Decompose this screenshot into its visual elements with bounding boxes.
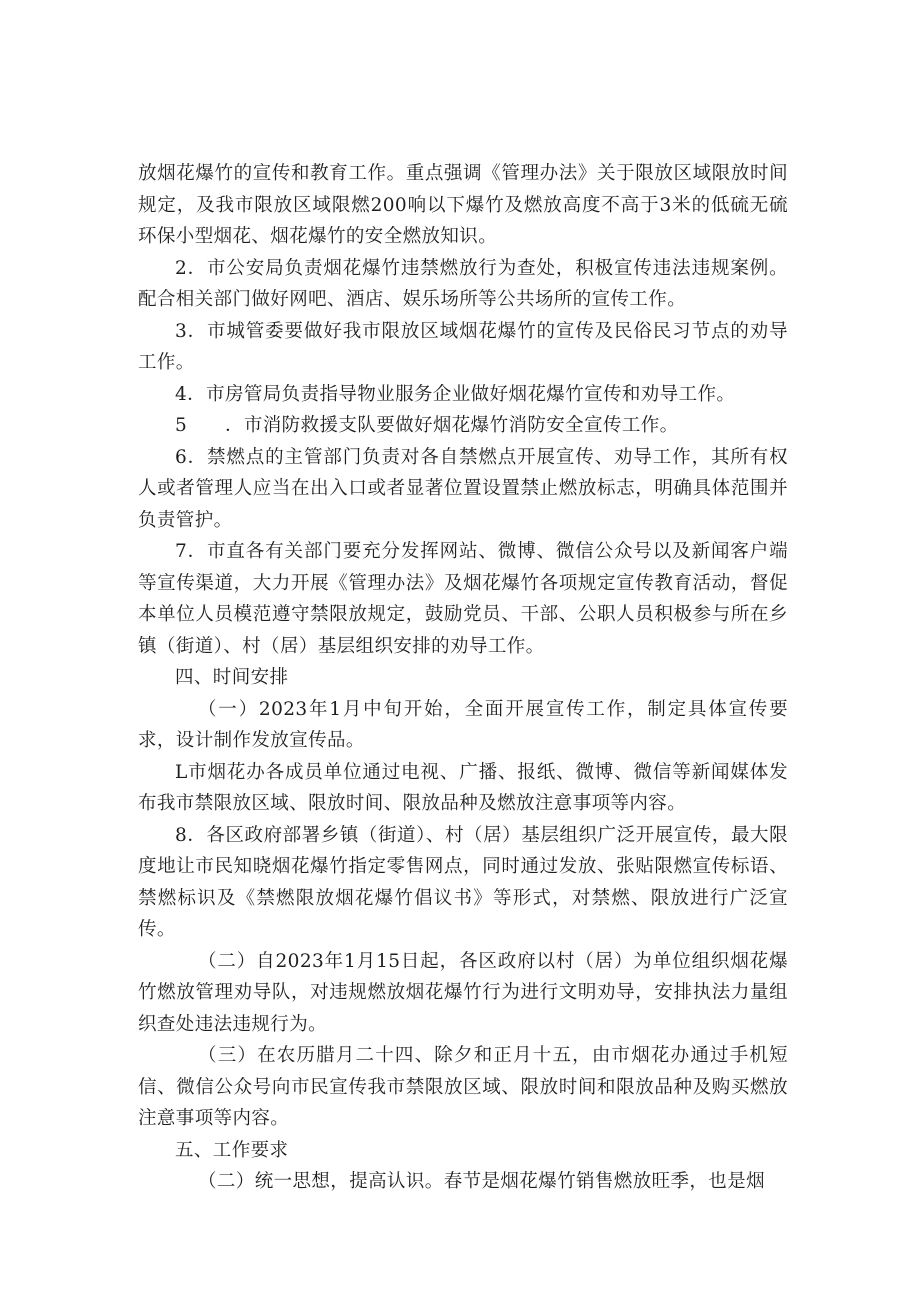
paragraph-continuation: 放烟花爆竹的宣传和教育工作。重点强调《管理办法》关于限放区域限放时间规定，及我市限放区域限燃200响以下爆竹及燃放高度不高于3米的低硫无硫环保小型烟花、烟花爆竹的安全燃放知识。 [138,163,788,247]
paragraph-item-6: 6．禁燃点的主管部门负责对各自禁燃点开展宣传、劝导工作，其所有权人或者管理人应当在出入口或者显著位置设置禁止燃放标志，明确具体范围并负责管护。 [138,446,788,531]
paragraph-requirements-1: （二）统一思想，提高认识。春节是烟花爆竹销售燃放旺季，也是烟 [198,1171,766,1192]
paragraph-schedule-l: L市烟花办各成员单位通过电视、广播、报纸、微博、微信等新闻媒体发布我市禁限放区域、限放时间、限放品种及燃放注意事项等内容。 [138,761,788,814]
paragraph-item-3: 3．市城管委要做好我市限放区域烟花爆竹的宣传及民俗民习节点的劝导工作。 [138,320,788,373]
paragraph-schedule-2: （二）自2023年1月15日起，各区政府以村（居）为单位组织烟花爆竹燃放管理劝导队，对违规燃放烟花爆竹行为进行文明劝导，安排执法力量组织查处违法违规行为。 [138,950,788,1035]
section-heading-requirements: 五、工作要求 [175,1139,289,1161]
paragraph-item-2: 2．市公安局负责烟花爆竹违禁燃放行为查处，积极宣传违法违规案例。配合相关部门做好网吧、酒店、娱乐场所等公共场所的宣传工作。 [138,257,788,310]
paragraph-item-4: 4．市房管局负责指导物业服务企业做好烟花爆竹宣传和劝导工作。 [175,383,736,405]
paragraph-item-8: 8．各区政府部署乡镇（街道）、村（居）基层组织广泛开展宣传，最大限度地让市民知晓烟花爆竹指定零售网点，同时通过发放、张贴限燃宣传标语、禁燃标识及《禁燃限放烟花爆竹倡议书》等形式，对禁燃、限放进行广泛宣传。 [138,824,788,940]
paragraph-item-5: 5 ．市消防救援支队要做好烟花爆竹消防安全宣传工作。 [175,415,679,436]
document-body [138,158,788,1198]
paragraph-item-7: 7．市直各有关部门要充分发挥网站、微博、微信公众号以及新闻客户端等宣传渠道，大力开展《管理办法》及烟花爆竹各项规定宣传教育活动，督促本单位人员模范遵守禁限放规定，鼓励党员、干部、公职人员积极参与所在乡镇（街道）、村（居）基层组织安排的劝导工作。 [138,541,788,657]
paragraph-schedule-1: （一）2023年1月中旬开始，全面开展宣传工作，制定具体宣传要求，设计制作发放宣传品。 [138,698,788,751]
paragraph-schedule-3: （三）在农历腊月二十四、除夕和正月十五，由市烟花办通过手机短信、微信公众号向市民宣传我市禁限放区域、限放时间和限放品种及购买燃放注意事项等内容。 [138,1045,788,1129]
section-heading-schedule: 四、时间安排 [175,667,289,688]
